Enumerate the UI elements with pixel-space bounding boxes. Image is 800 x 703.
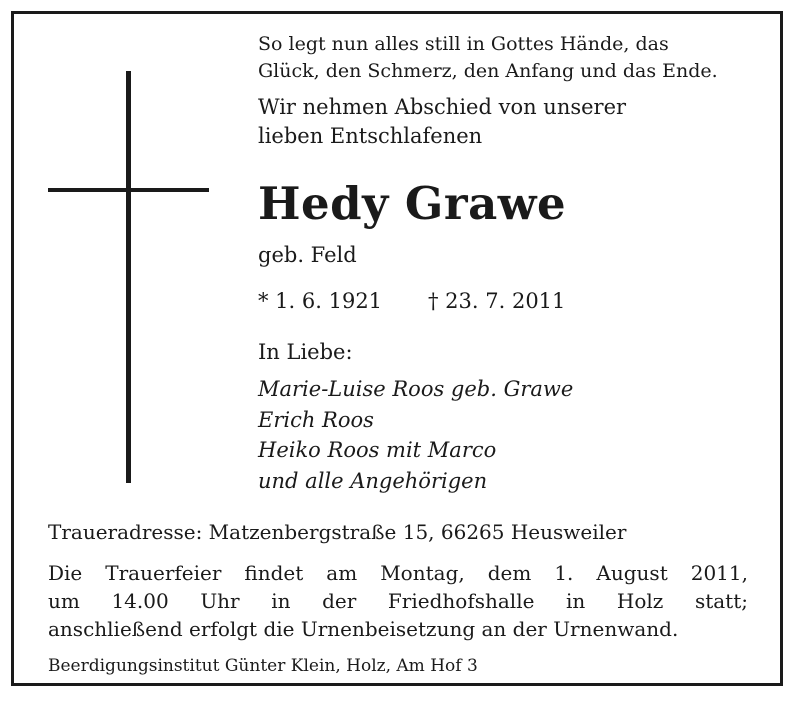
poem-line: Glück, den Schmerz, den Anfang und das Ende. [258, 60, 718, 82]
farewell-line: lieben Entschlafenen [258, 124, 483, 148]
deceased-name: Hedy Grawe [258, 177, 567, 230]
maiden-name: geb. Feld [258, 243, 357, 267]
obituary-notice [11, 11, 783, 686]
ceremony-line: um 14.00 Uhr in der Friedhofshalle in Holz statt; [48, 589, 748, 613]
ceremony-line: anschließend erfolgt die Urnenbeisetzung an der Urnenwand. [48, 617, 679, 641]
poem-line: So legt nun alles still in Gottes Hände, das [258, 33, 669, 55]
in-love-heading: In Liebe: [258, 340, 353, 364]
mourner-item: Heiko Roos mit Marco [258, 438, 497, 462]
cross-icon-horizontal-bar [48, 188, 209, 192]
funeral-home: Beerdigungsinstitut Günter Klein, Holz, Am Hof 3 [48, 656, 478, 676]
birth-date: * 1. 6. 1921 [258, 289, 383, 313]
mourners-list [258, 374, 573, 496]
mourning-address: Traueradresse: Matzenbergstraße 15, 66265 Heusweiler [48, 520, 627, 544]
death-date: † 23. 7. 2011 [428, 289, 566, 313]
farewell-line: Wir nehmen Abschied von unserer [258, 95, 627, 119]
farewell-text [258, 93, 626, 151]
mourner-item: Marie-Luise Roos geb. Grawe [258, 377, 574, 401]
mourner-item: und alle Angehörigen [258, 468, 488, 493]
mourner-item: Erich Roos [258, 407, 374, 432]
cross-icon-vertical-bar [126, 71, 131, 483]
ceremony-details [48, 559, 748, 643]
ceremony-line: Die Trauerfeier findet am Montag, dem 1. August 2011, [48, 561, 748, 585]
poem-verse [258, 31, 718, 85]
